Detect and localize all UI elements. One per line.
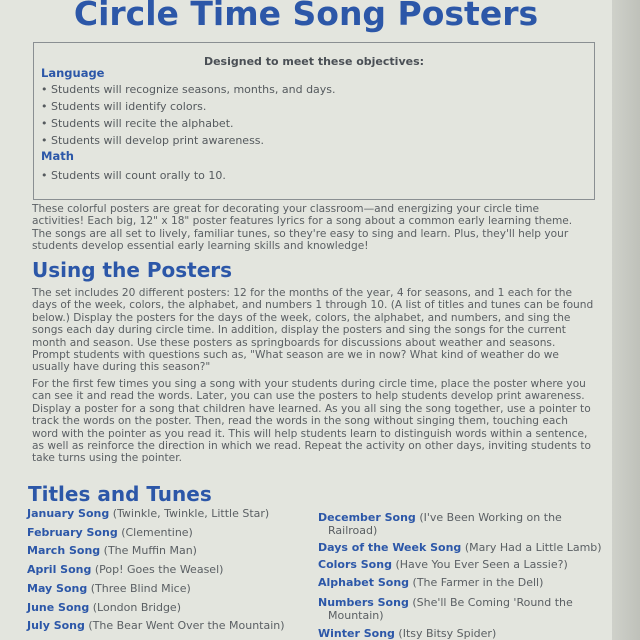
song-title: Days of the Week Song [318,541,462,554]
titles-heading: Titles and Tunes [28,482,212,506]
objectives-heading: Designed to meet these objectives: [203,55,425,68]
song-entry [27,526,193,539]
song-tune: (The Bear Went Over the Mountain) [88,619,285,633]
song-tune: (The Muffin Man) [103,544,197,558]
song-tune: (Twinkle, Twinkle, Little Star) [112,507,270,520]
objective-item: • Students will count orally to 10. [41,169,226,182]
song-title: January Song [27,507,110,520]
song-title: April Song [27,563,92,577]
song-tune: (Have You Ever Seen a Lassie?) [395,558,568,571]
song-title: Numbers Song [318,596,409,609]
song-entry [27,582,191,595]
song-title: Colors Song [318,558,392,571]
page-edge [612,0,640,640]
math-label: Math [41,149,74,163]
song-entry [27,601,181,614]
song-entry [27,563,223,576]
song-title: July Song [27,619,85,633]
song-tune-cont: Mountain) [328,609,384,622]
song-tune: (Three Blind Mice) [90,581,191,595]
song-entry [318,541,602,554]
using-paragraph-1: The set includes 20 different posters: 12 for the months of the year, 4 for seasons, and 1 each for the days of the week, colors, the alphabet, and numbers 1 through 10. (A list of titles and tunes can be found below.) Display the posters for the days of the week, colors, the alphabet, and numbers, and sing the songs each day during circle time. In addition, display the posters and sing the songs for the current month and season. Use these posters as springboards for discussions about weather and seasons. Prompt students with questions such as, "What season are we in now? What kind of weather do we usually have during this season?" [32,287,594,374]
song-title: Winter Song [318,627,395,640]
song-tune: (Mary Had a Little Lamb) [464,541,602,554]
song-entry [318,558,568,571]
intro-paragraph: These colorful posters are great for decorating your classroom—and energizing your circle time activities! Each big, 12" x 18" poster features lyrics for a song about a common early learning theme. The songs are all set to lively, familiar tunes, so they're easy to sing and learn. Plus, they'll help your students develop essential early learning skills and knowledge! [32,203,573,253]
song-tune: (I've Been Working on the [419,511,562,524]
objectives-box [33,42,595,200]
song-entry [27,619,285,632]
song-entry [318,576,543,589]
song-tune: (Clementine) [121,525,193,539]
objective-item: • Students will recite the alphabet. [41,117,234,130]
song-title: May Song [27,581,88,595]
song-entry [318,511,562,537]
song-tune: (Pop! Goes the Weasel) [94,563,224,577]
song-tune: (Itsy Bitsy Spider) [398,627,497,640]
song-tune-cont: Railroad) [328,524,378,537]
objective-item: • Students will recognize seasons, months, and days. [41,83,336,96]
page-title: Circle Time Song Posters [73,0,539,33]
song-tune: (London Bridge) [92,600,181,614]
using-paragraph-2: For the first few times you sing a song with your students during circle time, place the poster where you can see it and read the words. Later, you can use the posters to help students develop print awareness. Display a poster for a song that children have learned. As you all sing the song together, use a pointer to track the words on the poster. Then, read the words in the song without singing them, touching each word with the pointer as you read it. This will help students learn to distinguish words within a sentence, as well as reinforce the direction in which we read. Repeat the activity on other days, inviting students to take turns using the pointer. [32,378,591,465]
song-tune: (She'll Be Coming 'Round the [412,596,573,609]
song-title: February Song [27,525,118,539]
song-entry [318,596,573,622]
song-title: December Song [318,511,416,524]
song-entry [27,544,197,557]
using-heading: Using the Posters [32,258,233,282]
song-title: Alphabet Song [318,576,410,589]
song-title: June Song [27,600,90,614]
language-label: Language [41,66,105,80]
objective-item: • Students will develop print awareness. [41,134,265,147]
song-title: March Song [27,544,101,558]
song-tune: (The Farmer in the Dell) [412,576,544,589]
song-entry [318,627,496,640]
song-entry [27,507,269,520]
objective-item: • Students will identify colors. [41,100,207,113]
